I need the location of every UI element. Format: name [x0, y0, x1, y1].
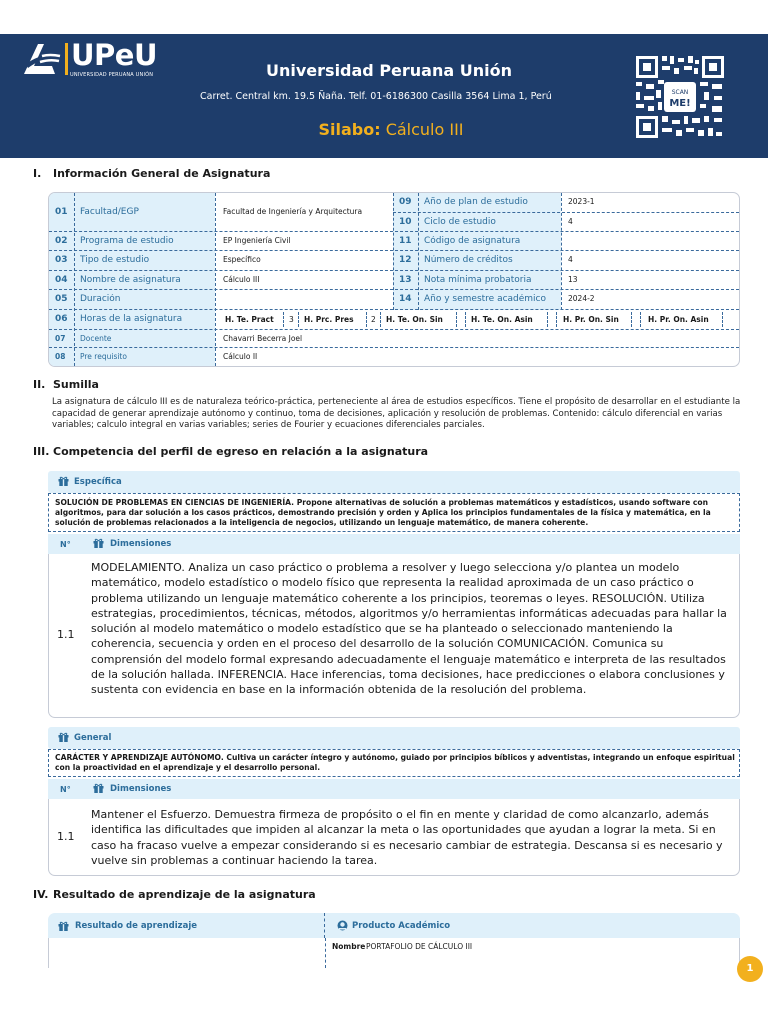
- nombre-value: PORTAFOLIO DE CÁLCULO III: [366, 942, 473, 951]
- num-header: N°: [60, 785, 71, 794]
- especifica-label: Específica: [74, 477, 122, 487]
- hours-prc-pres: H. Prc. Pres: [304, 315, 354, 324]
- row-divider: [49, 231, 739, 232]
- row-03-num: 03: [55, 255, 68, 265]
- especifica-text: SOLUCIÓN DE PROBLEMAS EN CIENCIAS DE INGENIERÍA. Propone alternativas de solución a problemas matemáticos y estadísticos, usando software con algoritmos, para dar solución a los casos prácticos, demostrando precisión y orden y Aplica los principios fundamentales de la física y matemática, en la solución de problemas relacionados a la inteligencia de negocios, utilizando un lenguaje matemático, de manera coherente.: [55, 498, 711, 527]
- row-12-label: Número de créditos: [424, 255, 513, 265]
- general-text: CARÁCTER Y APRENDIZAJE AUTÓNOMO. Cultiva un carácter íntegro y autónomo, guiado por principios bíblicos y adventistas, integrando un enfoque espiritual con la proactividad en el aprendizaje y el desarrollo personal.: [55, 753, 735, 772]
- section-number: III.: [33, 445, 50, 458]
- resultado-col2: Producto Académico: [352, 921, 451, 931]
- row-04-value: Cálculo III: [223, 275, 260, 284]
- col-divider: [640, 312, 641, 327]
- qr-code-icon[interactable]: [634, 54, 726, 140]
- row-14-label: Año y semestre académico: [424, 294, 547, 304]
- resultado-col1: Resultado de aprendizaje: [75, 921, 198, 931]
- logo-subtext: UNIVERSIDAD PERUANA UNIÓN: [70, 72, 154, 78]
- hours-pr-on-asin: H. Pr. On. Asin: [648, 315, 709, 324]
- col-divider: [722, 312, 723, 327]
- dim-header: Dimensiones: [110, 539, 172, 549]
- col-divider: [393, 193, 394, 310]
- col-divider: [547, 312, 548, 327]
- gift-icon: [58, 732, 69, 742]
- hours-te-pract: H. Te. Pract: [225, 315, 274, 324]
- row-02-num: 02: [55, 236, 68, 246]
- dim-number: 1.1: [57, 830, 75, 843]
- row-divider: [393, 212, 739, 213]
- hours-te-on-asin: H. Te. On. Asin: [471, 315, 533, 324]
- especifica-header: [48, 471, 740, 493]
- col-divider: [418, 193, 419, 310]
- dim-text: MODELAMIENTO. Analiza un caso práctico o problema a resolver y luego selecciona y/o plantea un modelo matemático, modelo estadístico o modelo físico que representa la realidad aproximada de un caso práctico o problema utilizando un lenguaje matemático coherente a los principios, teoremas o leyes. RESOLUCIÓN. Utiliza estrategias, procedimientos, técnicas, métodos, algoritmos y/o herramientas informáticas adecuadas para hallar la solución al modelo matemático o modelo estadístico que se ha planteado o seleccionado manteniendo la coherencia, secuencia y orden en el proceso del desarrollo de la solución COMUNICACIÓN. Comunica su comprensión del modelo formal expresando adecuadamente el lenguaje matemático e interpreta de las resultados de la solución hallada. INFERENCIA. Hace inferencias, toma decisiones, hace predicciones o elabora conclusiones y sustenta con evidencia en base en la información obtenida de la resolución del problema.: [91, 561, 727, 697]
- row-01-num: 01: [55, 207, 68, 217]
- general-dim-header: [48, 779, 740, 799]
- num-header: N°: [60, 540, 71, 549]
- row-06-num: 06: [55, 314, 68, 324]
- row-09-label: Año de plan de estudio: [424, 197, 528, 207]
- col-divider: [74, 193, 75, 366]
- row-04-label: Nombre de asignatura: [80, 275, 181, 285]
- nombre-label: Nombre: [332, 942, 366, 951]
- col-divider: [465, 312, 466, 327]
- row-01-value: Facultad de Ingeniería y Arquitectura: [223, 207, 363, 216]
- especifica-dim-body: [48, 554, 740, 718]
- row-04-num: 04: [55, 275, 68, 285]
- row-08-num: 08: [55, 352, 66, 361]
- row-divider: [49, 347, 739, 348]
- general-header: [48, 727, 740, 749]
- row-08-value: Cálculo II: [223, 352, 258, 361]
- row-divider: [49, 270, 739, 271]
- section-3-title: [33, 445, 428, 458]
- row-09-value: 2023-1: [568, 197, 595, 206]
- section-2-title: [33, 378, 99, 391]
- dim-number: 1.1: [57, 628, 75, 641]
- title-label: Silabo:: [318, 120, 381, 139]
- gift-icon: [93, 538, 104, 548]
- col-divider: [283, 312, 284, 327]
- dim-header: Dimensiones: [110, 784, 172, 794]
- row-07-num: 07: [55, 334, 66, 343]
- col-divider: [325, 938, 326, 968]
- col-divider: [456, 312, 457, 327]
- row-02-label: Programa de estudio: [80, 236, 174, 246]
- row-13-num: 13: [399, 275, 412, 285]
- section-label: Resultado de aprendizaje de la asignatura: [53, 888, 316, 901]
- logo-text: UPeU: [71, 38, 158, 72]
- section-4-title: [33, 888, 316, 901]
- row-13-value: 13: [568, 275, 578, 284]
- row-01-label: Facultad/EGP: [80, 207, 139, 217]
- general-label: General: [74, 733, 112, 743]
- qr-me-text: ME!: [669, 98, 691, 109]
- hours-prc-pres-value: 2: [371, 315, 376, 324]
- col-divider: [556, 312, 557, 327]
- row-06-label: Horas de la asignatura: [80, 314, 183, 324]
- gift-icon: [58, 921, 69, 931]
- row-07-value: Chavarri Becerra Joel: [223, 334, 303, 343]
- resultado-body: [48, 938, 740, 968]
- university-address: Carret. Central km. 19.5 Ñaña. Telf. 01-6186300 Casilla 3564 Lima 1, Perú: [200, 91, 552, 102]
- col-divider: [380, 312, 381, 327]
- section-label: Sumilla: [53, 378, 99, 391]
- gift-icon: [93, 783, 104, 793]
- hours-te-on-sin: H. Te. On. Sin: [386, 315, 443, 324]
- hours-pr-on-sin: H. Pr. On. Sin: [563, 315, 619, 324]
- row-03-value: Específico: [223, 255, 261, 264]
- product-icon: [337, 920, 348, 931]
- title-course: Cálculo III: [385, 120, 464, 139]
- col-divider: [631, 312, 632, 327]
- row-10-value: 4: [568, 217, 573, 226]
- row-divider: [49, 250, 739, 251]
- resultado-header: [48, 913, 740, 938]
- row-10-num: 10: [399, 217, 412, 227]
- page-number-badge[interactable]: 1: [737, 956, 763, 982]
- col-divider: [215, 193, 216, 366]
- especifica-dim-header: [48, 534, 740, 554]
- section-number: II.: [33, 378, 46, 391]
- section-number: I.: [33, 167, 42, 180]
- row-14-num: 14: [399, 294, 412, 304]
- section-1-title: [33, 167, 270, 180]
- row-12-value: 4: [568, 255, 573, 264]
- row-12-num: 12: [399, 255, 412, 265]
- row-08-label: Pre requisito: [80, 352, 127, 361]
- col-divider: [561, 193, 562, 310]
- sumilla-text: La asignatura de cálculo III es de naturaleza teórico-práctica, perteneciente al área de estudios específicos. Tiene el propósito de desarrollar en el estudiante la capacidad de generar aprendizaje autónomo y continuo, toma de decisiones, aplicación y resolución de problemas. Contenido: cálculo diferencial en varias variables; calculo integral en varias variables; series de Fourier y ecuaciones diferenciales parciales.: [52, 397, 741, 430]
- row-03-label: Tipo de estudio: [80, 255, 150, 265]
- row-05-num: 05: [55, 294, 68, 304]
- row-05-label: Duración: [80, 294, 121, 304]
- row-10-label: Ciclo de estudio: [424, 217, 496, 227]
- row-11-label: Código de asignatura: [424, 236, 521, 246]
- row-09-num: 09: [399, 197, 412, 207]
- gift-icon: [58, 476, 69, 486]
- row-11-num: 11: [399, 236, 412, 246]
- col-divider: [366, 312, 367, 327]
- general-dim-body: [48, 799, 740, 876]
- section-label: Competencia del perfil de egreso en relación a la asignatura: [53, 445, 429, 458]
- row-02-value: EP Ingeniería Civil: [223, 236, 291, 245]
- section-label: Información General de Asignatura: [53, 167, 271, 180]
- col-divider: [298, 312, 299, 327]
- row-13-label: Nota mínima probatoria: [424, 275, 532, 285]
- university-name: Universidad Peruana Unión: [266, 61, 512, 80]
- row-divider: [49, 289, 739, 290]
- col-divider: [324, 913, 325, 938]
- row-divider: [49, 329, 739, 330]
- qr-scan-text: SCAN: [671, 89, 689, 96]
- hours-te-pract-value: 3: [289, 315, 294, 324]
- row-14-value: 2024-2: [568, 294, 595, 303]
- dim-text: Mantener el Esfuerzo. Demuestra firmeza de propósito o el fin en mente y claridad de como alcanzarlo, además identifica las dificultades que impiden al alcanzar la meta o las oportunidades que ayudan a lograr la meta. Si en caso ha fracaso vuelve a empezar considerando si es necesario cambiar de estrategia. Descansa si es necesario y vuelve sin problemas a continuar haciendo la tarea.: [91, 808, 723, 867]
- section-number: IV.: [33, 888, 49, 901]
- row-07-label: Docente: [80, 334, 112, 343]
